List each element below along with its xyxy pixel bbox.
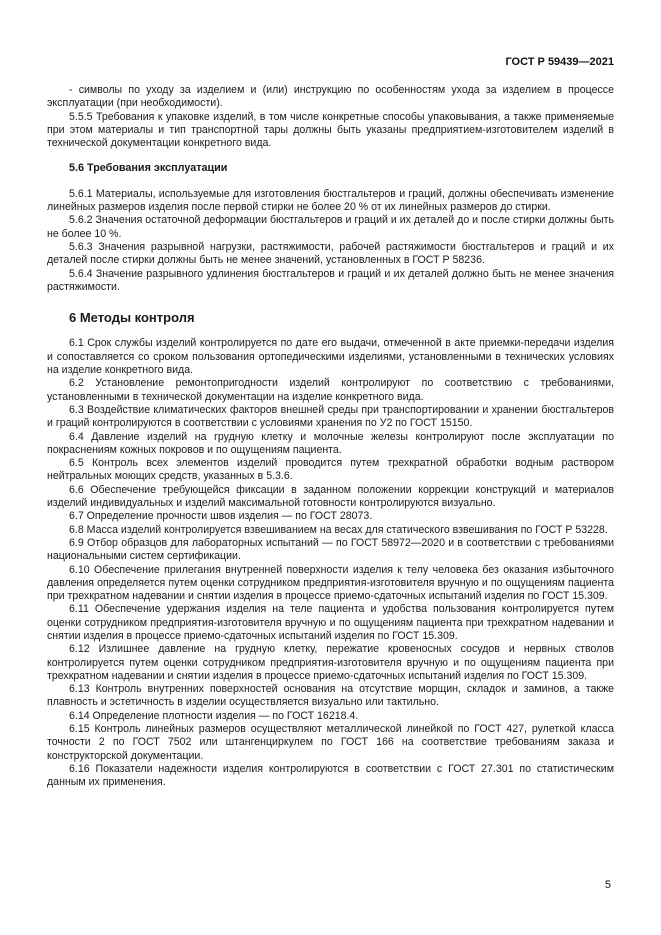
paragraph-6-11: 6.11 Обеспечение удержания изделия на теле пациента и удобства пользования контролируется путем оценки сотрудником предприятия-изготовителя вручную и по ощущениям пациента при трехкратном надевании и снятии изделия в процессе приемо-сдаточных испытаний изделия по ГОСТ 15.309.: [47, 603, 614, 642]
paragraph-6-1: 6.1 Срок службы изделий контролируется по дате его выдачи, отмеченной в акте приемки-передачи изделия и сопоставляется со сроком пользования ортопедическими изделиями, установленными в технических условиях на изделие конкретного вида.: [47, 337, 614, 377]
paragraph-6-2: 6.2 Установление ремонтопригодности изделий контролируют по соответствию с требованиями, установленными в технической документации на изделие конкретного вида.: [47, 377, 614, 403]
paragraph-6-13: 6.13 Контроль внутренних поверхностей основания на отсутствие морщин, складок и заминов, а также плавность и эстетичность в изделии осуществляется визуально или тактильно.: [47, 683, 614, 709]
paragraph-6-3: 6.3 Воздействие климатических факторов внешней среды при транспортировании и хранении бюстгальтеров и граций контролируются в соответствии с условиями хранения по У2 по ГОСТ 15150.: [47, 403, 614, 430]
document-header: [47, 56, 614, 68]
paragraph-6-14: 6.14 Определение плотности изделия — по ГОСТ 16218.4.: [69, 709, 359, 722]
paragraph-6-9: 6.9 Отбор образцов для лабораторных испытаний — по ГОСТ 58972—2020 и в соответствии с требованиями национальными систем сертификации.: [47, 536, 614, 563]
paragraph-5-6-4: 5.6.4 Значение разрывного удлинения бюстгальтеров и граций и их деталей должно быть не менее значения растяжимости.: [47, 267, 614, 293]
paragraph-6-6: 6.6 Обеспечение требующейся фиксации в заданном положении коррекции конструкций и материалов изделий индивидуальных и изделий максимальной готовности контролируются визуально.: [47, 483, 614, 510]
paragraph-5-6-2: 5.6.2 Значения остаточной деформации бюстгальтеров и граций и их деталей до и после стирки должны быть не более 10 %.: [47, 214, 614, 240]
paragraph-6-4: 6.4 Давление изделий на грудную клетку и молочные железы контролируют после эксплуатации по покраснениям кожных покровов и по ощущениям пациента.: [47, 430, 614, 456]
section-heading-5-6: 5.6 Требования эксплуатации: [69, 162, 228, 175]
doc-number: ГОСТ Р 59439—2021: [505, 56, 614, 68]
paragraph-6-7: 6.7 Определение прочности швов изделия — по ГОСТ 28073.: [69, 510, 373, 523]
paragraph-5-6-1: 5.6.1 Материалы, используемые для изготовления бюстгальтеров и граций, должны обеспечивать изменение линейных размеров изделия после первой стирки не более 20 % от их линейных размеров до стирки.: [47, 187, 614, 214]
section-heading-6: 6 Методы контроля: [69, 310, 195, 326]
document-body: [47, 84, 614, 790]
paragraph-6-8: 6.8 Масса изделий контролируется взвешиванием на весах для статического взвешивания по ГОСТ Р 53228.: [69, 523, 608, 536]
paragraph-5-6-3: 5.6.3 Значения разрывной нагрузки, растяжимости, рабочей растяжимости бюстгальтеров и граций и их деталей после стирки должны быть не менее значений, установленных в ГОСТ Р 58236.: [47, 240, 614, 267]
paragraph-5-5-5: 5.5.5 Требования к упаковке изделий, в том числе конкретные способы упаковывания, а также применяемые при этом материалы и тип транспортной тары должны быть указаны предприятием-изготовителем изделий в технической документации конкретного вида.: [47, 110, 614, 150]
paragraph-symbols-care: - символы по уходу за изделием и (или) инструкцию по особенностям ухода за изделием в процессе эксплуатации (при необходимости).: [47, 84, 614, 110]
page-number: 5: [604, 879, 611, 891]
paragraph-6-10: 6.10 Обеспечение прилегания внутренней поверхности изделия к телу человека без оказания избыточного давления определяется путем оценки сотрудником предприятия-изготовителя вручную и по ощущениям пациента при трехкратном надевании и снятии изделия в процессе приемо-сдаточных испытаний изделия по ГОСТ 15.309.: [47, 563, 614, 603]
paragraph-6-15: 6.15 Контроль линейных размеров осуществляют металлической линейкой по ГОСТ 427, рулеткой класса точности 2 по ГОСТ 7502 или штангенциркулем по ГОСТ 166 на соответствие требованиям заказа и конструкторской документации.: [47, 723, 614, 762]
paragraph-6-16: 6.16 Показатели надежности изделия контролируются в соответствии с ГОСТ 27.301 по статистическим данным их применения.: [47, 762, 614, 789]
paragraph-6-12: 6.12 Излишнее давление на грудную клетку, пережатие кровеносных сосудов и нервных стволов контролируется путем оценки сотрудником предприятия-изготовителя вручную и по ощущениям пациента при трехкратном надевании и снятии изделия в процессе приемо-сдаточных испытаний изделия по ГОСТ 15.309.: [47, 643, 614, 682]
paragraph-6-5: 6.5 Контроль всех элементов изделий проводится путем трехкратной обработки водным раствором нейтральных моющих средств, указанных в 5.3.6.: [47, 457, 614, 483]
document-footer: [47, 879, 611, 891]
